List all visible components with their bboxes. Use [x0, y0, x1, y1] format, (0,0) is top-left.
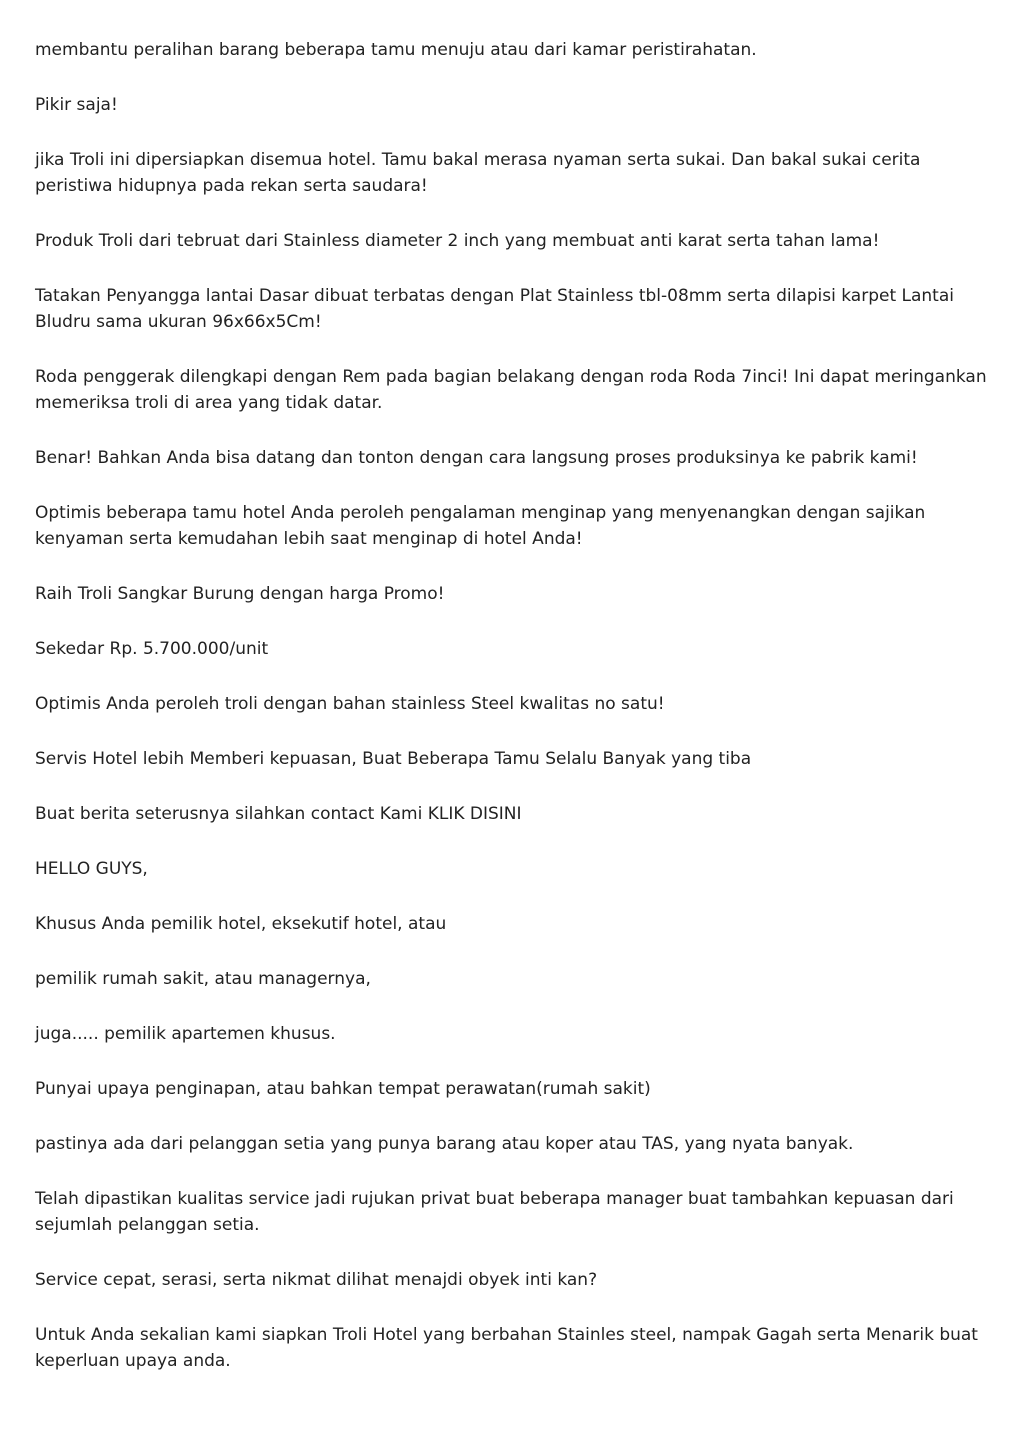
paragraph: Pikir saja!	[35, 95, 118, 115]
paragraph: Produk Troli dari tebruat dari Stainless diameter 2 inch yang membuat anti karat serta tahan lama!	[35, 231, 880, 251]
contact-paragraph: Buat berita seterusnya silahkan contact Kami KLIK DISINI	[35, 804, 522, 824]
paragraph: Service cepat, serasi, serta nikmat dilihat menajdi obyek inti kan?	[35, 1270, 598, 1290]
paragraph: Roda penggerak dilengkapi dengan Rem pada bagian belakang dengan roda Roda 7inci! Ini dapat meringankan memeriksa troli di area yang tidak datar.	[35, 367, 987, 413]
paragraph: Telah dipastikan kualitas service jadi rujukan privat buat beberapa manager buat tambahkan kepuasan dari sejumlah pelanggan setia.	[35, 1189, 954, 1235]
paragraph: Untuk Anda sekalian kami siapkan Troli Hotel yang berbahan Stainles steel, nampak Gagah serta Menarik buat keperluan upaya anda.	[35, 1325, 978, 1371]
paragraph: Khusus Anda pemilik hotel, eksekutif hotel, atau	[35, 914, 447, 934]
document-body	[35, 37, 990, 1403]
paragraph: Tatakan Penyangga lantai Dasar dibuat terbatas dengan Plat Stainless tbl-08mm serta dilapisi karpet Lantai Bludru sama ukuran 96x66x5Cm!	[35, 286, 954, 332]
greeting-paragraph: HELLO GUYS,	[35, 859, 148, 879]
paragraph: pastinya ada dari pelanggan setia yang punya barang atau koper atau TAS, yang nyata banyak.	[35, 1134, 854, 1154]
paragraph: Benar! Bahkan Anda bisa datang dan tonton dengan cara langsung proses produksinya ke pabrik kami!	[35, 448, 918, 468]
paragraph: jika Troli ini dipersiapkan disemua hotel. Tamu bakal merasa nyaman serta sukai. Dan bakal sukai cerita peristiwa hidupnya pada rekan serta saudara!	[35, 150, 921, 196]
paragraph: pemilik rumah sakit, atau managernya,	[35, 969, 371, 989]
price-paragraph: Sekedar Rp. 5.700.000/unit	[35, 639, 269, 659]
paragraph: juga..... pemilik apartemen khusus.	[35, 1024, 336, 1044]
paragraph: Optimis beberapa tamu hotel Anda peroleh pengalaman menginap yang menyenangkan dengan sajikan kenyaman serta kemudahan lebih saat menginap di hotel Anda!	[35, 503, 926, 549]
paragraph: membantu peralihan barang beberapa tamu menuju atau dari kamar peristirahatan.	[35, 40, 757, 60]
paragraph: Punyai upaya penginapan, atau bahkan tempat perawatan(rumah sakit)	[35, 1079, 651, 1099]
paragraph: Raih Troli Sangkar Burung dengan harga Promo!	[35, 584, 445, 604]
paragraph: Servis Hotel lebih Memberi kepuasan, Buat Beberapa Tamu Selalu Banyak yang tiba	[35, 749, 752, 769]
paragraph: Optimis Anda peroleh troli dengan bahan stainless Steel kwalitas no satu!	[35, 694, 665, 714]
